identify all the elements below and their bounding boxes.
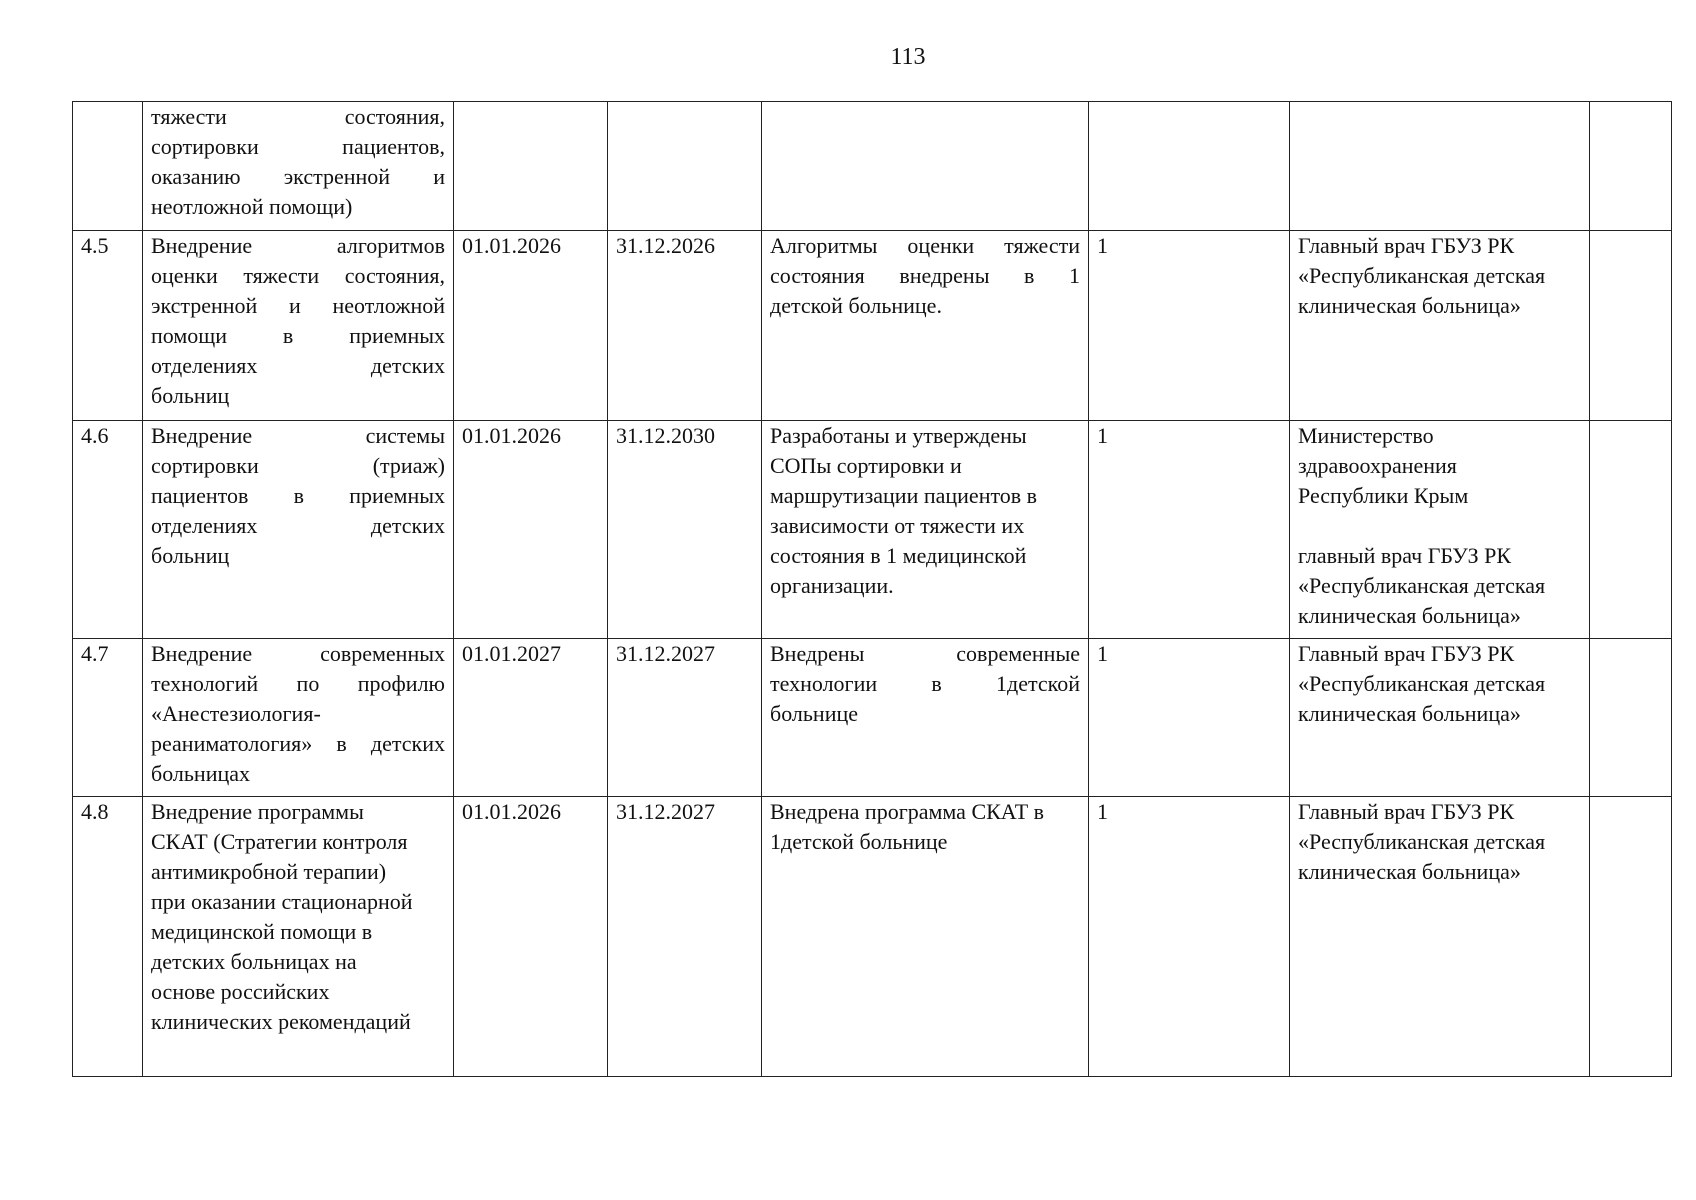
start-date-cell: 01.01.2026	[454, 797, 608, 1077]
responsible-cell	[1290, 231, 1590, 421]
result-line: организации.	[770, 573, 894, 598]
table-row	[73, 639, 1672, 797]
responsible-line: клиническая больница»	[1298, 859, 1521, 884]
table-row	[73, 421, 1672, 639]
value-cell: 1	[1089, 797, 1290, 1077]
responsible-line: «Республиканская детская	[1298, 573, 1546, 598]
result-cell	[762, 797, 1089, 1077]
row-number-cell: 4.8	[73, 797, 143, 1077]
activity-line: больницах	[151, 761, 250, 786]
extra-cell	[1590, 102, 1672, 231]
activity-line: при оказании стационарной	[151, 889, 413, 914]
activity-line: помощи в приемных	[151, 323, 445, 348]
row-number-cell: 4.6	[73, 421, 143, 639]
value-cell: 1	[1089, 231, 1290, 421]
activity-line: сортировки (триаж)	[151, 453, 445, 478]
result-line: состояния в 1 медицинской	[770, 543, 1027, 568]
result-line: Алгоритмы оценки тяжести	[770, 233, 1080, 258]
responsible-line: главный врач ГБУЗ РК	[1298, 543, 1511, 568]
page-number: 113	[890, 44, 926, 70]
end-date-cell: 31.12.2027	[608, 797, 762, 1077]
activity-line: Внедрение алгоритмов	[151, 233, 445, 258]
start-date-cell: 01.01.2027	[454, 639, 608, 797]
activity-cell	[143, 102, 454, 231]
value-cell: 1	[1089, 421, 1290, 639]
result-line: СОПы сортировки и	[770, 453, 962, 478]
start-date-cell	[454, 102, 608, 231]
result-line: маршрутизации пациентов в	[770, 483, 1038, 508]
responsible-line: здравоохранения	[1298, 453, 1457, 478]
activity-line: реаниматология» в детских	[151, 731, 445, 756]
extra-cell	[1590, 231, 1672, 421]
activity-line: пациентов в приемных	[151, 483, 445, 508]
activity-line: отделениях детских	[151, 353, 445, 378]
responsible-cell	[1290, 639, 1590, 797]
extra-cell	[1590, 797, 1672, 1077]
result-line: 1детской больнице	[770, 829, 948, 854]
responsible-line: Главный врач ГБУЗ РК	[1298, 641, 1515, 666]
activity-line: сортировки пациентов,	[151, 134, 445, 159]
activity-line: больниц	[151, 543, 230, 568]
activity-line: экстренной и неотложной	[151, 293, 445, 318]
result-line: зависимости от тяжести их	[770, 513, 1025, 538]
activity-line: больниц	[151, 383, 230, 408]
responsible-line: клиническая больница»	[1298, 701, 1521, 726]
activity-line: отделениях детских	[151, 513, 445, 538]
start-date-cell: 01.01.2026	[454, 421, 608, 639]
activity-line: антимикробной терапии)	[151, 859, 387, 884]
result-cell	[762, 231, 1089, 421]
end-date-cell	[608, 102, 762, 231]
activity-cell	[143, 797, 454, 1077]
activity-line: «Анестезиология-	[151, 701, 321, 726]
activity-line: Внедрение программы	[151, 799, 364, 824]
result-line: Разработаны и утверждены	[770, 423, 1027, 448]
start-date-cell: 01.01.2026	[454, 231, 608, 421]
result-line: больнице	[770, 701, 858, 726]
activity-line: тяжести состояния,	[151, 104, 445, 129]
responsible-line: клиническая больница»	[1298, 293, 1521, 318]
result-cell	[762, 102, 1089, 231]
responsible-cell	[1290, 797, 1590, 1077]
result-line: детской больнице.	[770, 293, 942, 318]
responsible-line: клиническая больница»	[1298, 603, 1521, 628]
activity-cell	[143, 231, 454, 421]
table-row	[73, 231, 1672, 421]
value-cell	[1089, 102, 1290, 231]
extra-cell	[1590, 421, 1672, 639]
row-number-cell: 4.5	[73, 231, 143, 421]
responsible-line: «Республиканская детская	[1298, 671, 1546, 696]
action-plan-table	[72, 101, 1672, 1077]
responsible-line: Главный врач ГБУЗ РК	[1298, 799, 1515, 824]
extra-cell	[1590, 639, 1672, 797]
end-date-cell: 31.12.2026	[608, 231, 762, 421]
result-line: Внедрена программа СКАТ в	[770, 799, 1045, 824]
activity-cell	[143, 639, 454, 797]
result-line: технологии в 1детской	[770, 671, 1080, 696]
activity-line: СКАТ (Стратегии контроля	[151, 829, 408, 854]
responsible-line: «Республиканская детская	[1298, 829, 1546, 854]
activity-line: технологий по профилю	[151, 671, 445, 696]
responsible-cell	[1290, 102, 1590, 231]
end-date-cell: 31.12.2027	[608, 639, 762, 797]
activity-line: клинических рекомендаций	[151, 1009, 411, 1034]
row-number-cell	[73, 102, 143, 231]
activity-line: оказанию экстренной и	[151, 164, 445, 189]
activity-cell	[143, 421, 454, 639]
table-row	[73, 102, 1672, 231]
result-cell	[762, 421, 1089, 639]
result-line: состояния внедрены в 1	[770, 263, 1080, 288]
activity-line: медицинской помощи в	[151, 919, 373, 944]
responsible-cell	[1290, 421, 1590, 639]
responsible-line: Министерство	[1298, 423, 1434, 448]
activity-line: оценки тяжести состояния,	[151, 263, 445, 288]
responsible-spacer	[1298, 511, 1581, 541]
activity-line: Внедрение системы	[151, 423, 445, 448]
responsible-line: Республики Крым	[1298, 483, 1469, 508]
table-row	[73, 797, 1672, 1077]
activity-line: детских больницах на	[151, 949, 357, 974]
result-cell	[762, 639, 1089, 797]
result-line: Внедрены современные	[770, 641, 1080, 666]
end-date-cell: 31.12.2030	[608, 421, 762, 639]
value-cell: 1	[1089, 639, 1290, 797]
activity-line: Внедрение современных	[151, 641, 445, 666]
row-number-cell: 4.7	[73, 639, 143, 797]
activity-line: основе российских	[151, 979, 330, 1004]
responsible-line: Главный врач ГБУЗ РК	[1298, 233, 1515, 258]
responsible-line: «Республиканская детская	[1298, 263, 1546, 288]
activity-line: неотложной помощи)	[151, 194, 353, 219]
